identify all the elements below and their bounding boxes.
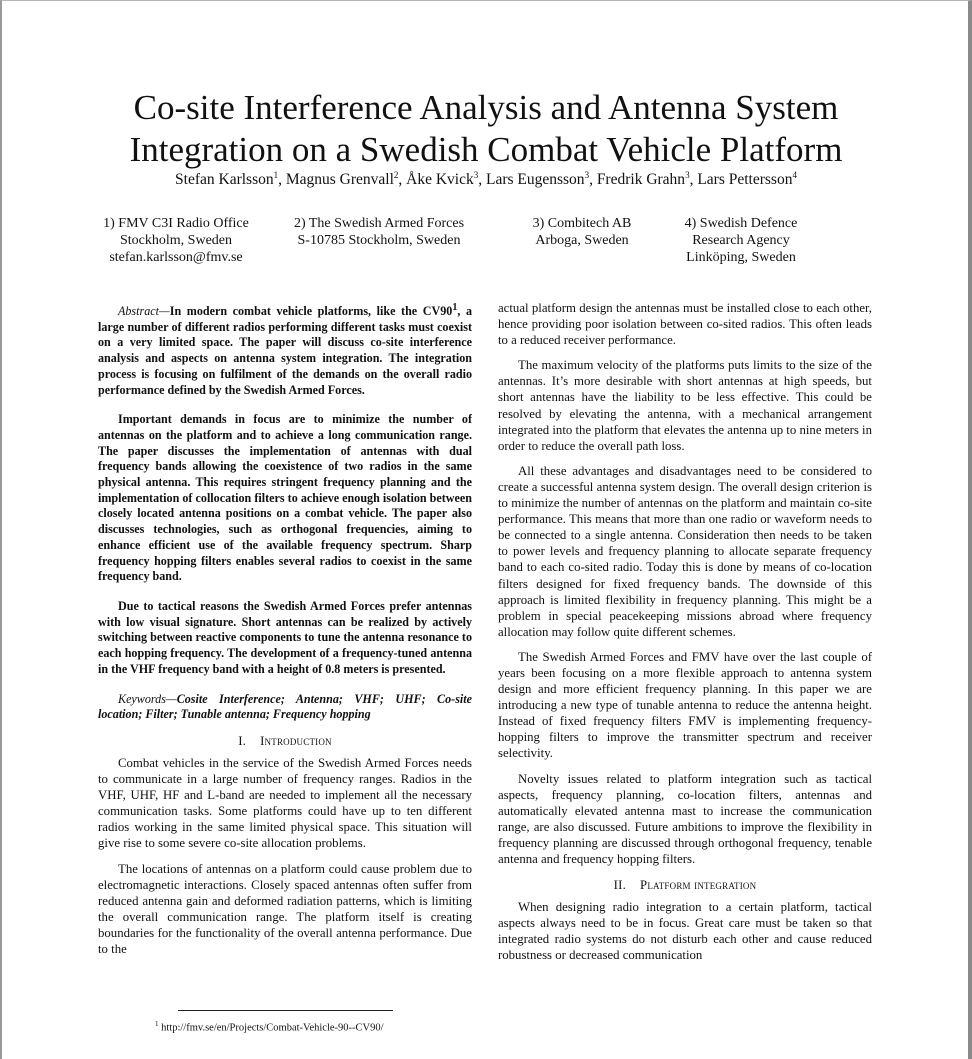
- keywords-lead: Keywords—: [118, 691, 177, 706]
- affiliation-line: Research Agency: [692, 233, 790, 248]
- footnote-url[interactable]: http://fmv.se/en/Projects/Combat-Vehicle-90--CV90/: [161, 1022, 384, 1034]
- affiliation-line: 4) Swedish Defence: [684, 216, 798, 231]
- affiliation-line: Linköping, Sweden: [686, 250, 796, 265]
- author-list: Stefan Karlsson$^1$, Magnus Grenvall$^2$, Åke Kvick$^3$, Lars Eugensson$^3$, Fredrik Grahn$^3$, Lars Pettersson$^4$: [175, 169, 797, 188]
- body-paragraph: actual platform design the antennas must be installed close to each other, hence providing poor isolation between co-sited radios. This often leads to a reduced receiver performance.: [498, 301, 872, 348]
- section-number: I.: [238, 733, 247, 748]
- author: Stefan Karlsson: [175, 171, 274, 188]
- section-heading-introduction: [98, 733, 472, 749]
- author: Fredrik Grahn: [596, 171, 686, 188]
- affiliation-1: [90, 215, 262, 266]
- author: Magnus Grenvall: [285, 171, 394, 188]
- author-affiliation-mark: 1: [273, 169, 279, 180]
- body-paragraph: All these advantages and disadvantages need to be considered to create a successful antenna system design. The overall design criterion is to minimize the number of antennas on the platform and maintain co-site performance. This means that more than one radio or waveform needs to be connected to a single antenna. Consideration then needs to be taken to power levels and frequency planning to allocate separate frequency band to each co-sited radio. Today this is done by means of co-location filters designed for fixed frequency bands. The downside of this approach is limited flexibility in frequency planning. This might be a problem in special peacekeeping missions abroad where frequency allocation may follow quite different schemes.: [498, 463, 872, 639]
- affiliation-email[interactable]: stefan.karlsson@fmv.se: [109, 250, 243, 265]
- author-affiliation-mark: 4: [792, 169, 797, 180]
- affiliation-2: [280, 215, 478, 249]
- affiliation-line: Arboga, Sweden: [535, 233, 629, 248]
- abstract-paragraph: [98, 300, 472, 398]
- affiliation-4: [670, 215, 812, 266]
- body-paragraph: When designing radio integration to a certain platform, tactical aspects always need to be in focus. Great care must be taken so that integrated radio systems do not disturb each other and cause reduced robustness or decreased communication: [498, 900, 872, 963]
- abstract: [98, 300, 472, 678]
- author-affiliation-mark: 2: [393, 169, 399, 180]
- affiliation-3: [515, 215, 649, 249]
- section-title: Introduction: [260, 733, 332, 748]
- footnote-mark[interactable]: 1: [452, 302, 458, 313]
- abstract-paragraph: Due to tactical reasons the Swedish Armed Forces prefer antennas with low visual signature. Short antennas can be realized by actively switching between reactive components to tune the antenna resonance to each hopping frequency. The development of a frequency-tuned antenna in the VHF frequency band with a height of 0.8 meters is presented.: [98, 598, 472, 676]
- abstract-lead: Abstract—: [118, 304, 170, 319]
- footnote-rule: [178, 1010, 393, 1011]
- keywords-text: Cosite Interference; Antenna; VHF; UHF; Co-site location; Filter; Tunable antenna; Frequency hopping: [98, 691, 472, 722]
- affiliation-line: 1) FMV C3I Radio Office: [103, 216, 249, 231]
- body-paragraph: Combat vehicles in the service of the Swedish Armed Forces needs to communicate in a large number of frequency ranges. Radios in the VHF, UHF, HF and L-band are needed to implement all the necessary communication tasks. Some platforms could have up to ten different radios working in the same limited physical space. This situation will give rise to some severe co-site allocation problems.: [98, 756, 472, 851]
- body-paragraph: The locations of antennas on a platform could cause problem due to electromagnetic interactions. Closely spaced antennas often suffer from reduced antenna gain and deformed radiation patterns, which is limiting the overall communication range. The platform itself is creating boundaries for the functionality of the overall antenna performance. Due to the: [98, 861, 472, 957]
- author-affiliation-mark: 3: [473, 169, 479, 180]
- author: Åke Kvick: [406, 171, 474, 188]
- affiliation-line: S-10785 Stockholm, Sweden: [297, 233, 461, 248]
- body-paragraph: The Swedish Armed Forces and FMV have over the last couple of years been focusing on a more flexible approach to antenna system design and more efficient frequency planning. In this paper we are introducing a new type of tunable antenna to reduce the antenna height. Instead of fixed frequency filters FMV is implementing frequency-hopping filters to improve the transmitter spectrum and receiver selectivity.: [498, 649, 872, 761]
- title-line-2: Integration on a Swedish Combat Vehicle Platform: [129, 130, 843, 170]
- body-paragraph: Novelty issues related to platform integration such as tactical aspects, frequency planning, co-location filters, antennas and automatically elevated antenna mast to increase the communication range, are also discussed. Future ambitions to improve the flexibility in frequency planning are discussed through orthogonal frequency, tenable antenna and frequency hopping filters.: [498, 771, 872, 866]
- section-heading-platform-integration: [498, 877, 872, 893]
- author: Lars Pettersson: [697, 171, 793, 188]
- footnote: [155, 1018, 384, 1035]
- author-affiliation-mark: 3: [584, 169, 590, 180]
- affiliation-line: 3) Combitech AB: [532, 216, 632, 231]
- title-line-1: Co-site Interference Analysis and Antenna System: [133, 88, 839, 128]
- left-column: [98, 300, 472, 1038]
- section-title: Platform integration: [640, 878, 757, 893]
- affiliation-line: Stockholm, Sweden: [120, 233, 232, 248]
- affiliation-line: 2) The Swedish Armed Forces: [293, 216, 465, 231]
- body-paragraph: The maximum velocity of the platforms puts limits to the size of the antennas. It’s more desirable with short antennas at high speeds, but short antennas have the liability to be less effective. This could be resolved by elevating the antenna, with a mechanical arrangement integrated into the platform that elevates the antenna up to nine meters in order to reduce the overall path loss.: [498, 358, 872, 453]
- abstract-paragraph: Important demands in focus are to minimize the number of antennas on the platform and to achieve a long communication range. The paper discusses the implementation of antennas with dual frequency bands allowing the coexistence of two radios in the same physical antenna. This requires stringent frequency planning and the implementation of collocation filters to achieve enough isolation between closely located antenna positions on a combat vehicle. The paper also discusses technologies, such as orthogonal frequencies, aiming to enhance efficient use of the available frequency spectrum. Sharp frequency hopping filters enables several radios to coexist in the same frequency band.: [98, 412, 472, 584]
- abstract-text: In modern combat vehicle platforms, like the CV90: [169, 304, 453, 319]
- footnote-number: 1: [155, 1020, 159, 1028]
- author: Lars Eugensson: [485, 171, 585, 188]
- right-column: [498, 300, 872, 1038]
- paper-title: [60, 87, 912, 171]
- author-affiliation-mark: 3: [685, 169, 690, 180]
- abstract-text: , a large number of different radios performing different tasks must coexist on a very limited space. The paper will discuss co-site interference analysis and aspects on antenna system integration. The integration process is focusing on fulfilment of the demands on the overall radio performance defined by the Swedish Armed Forces.: [98, 304, 472, 397]
- keywords: [98, 692, 472, 723]
- section-number: II.: [613, 878, 626, 893]
